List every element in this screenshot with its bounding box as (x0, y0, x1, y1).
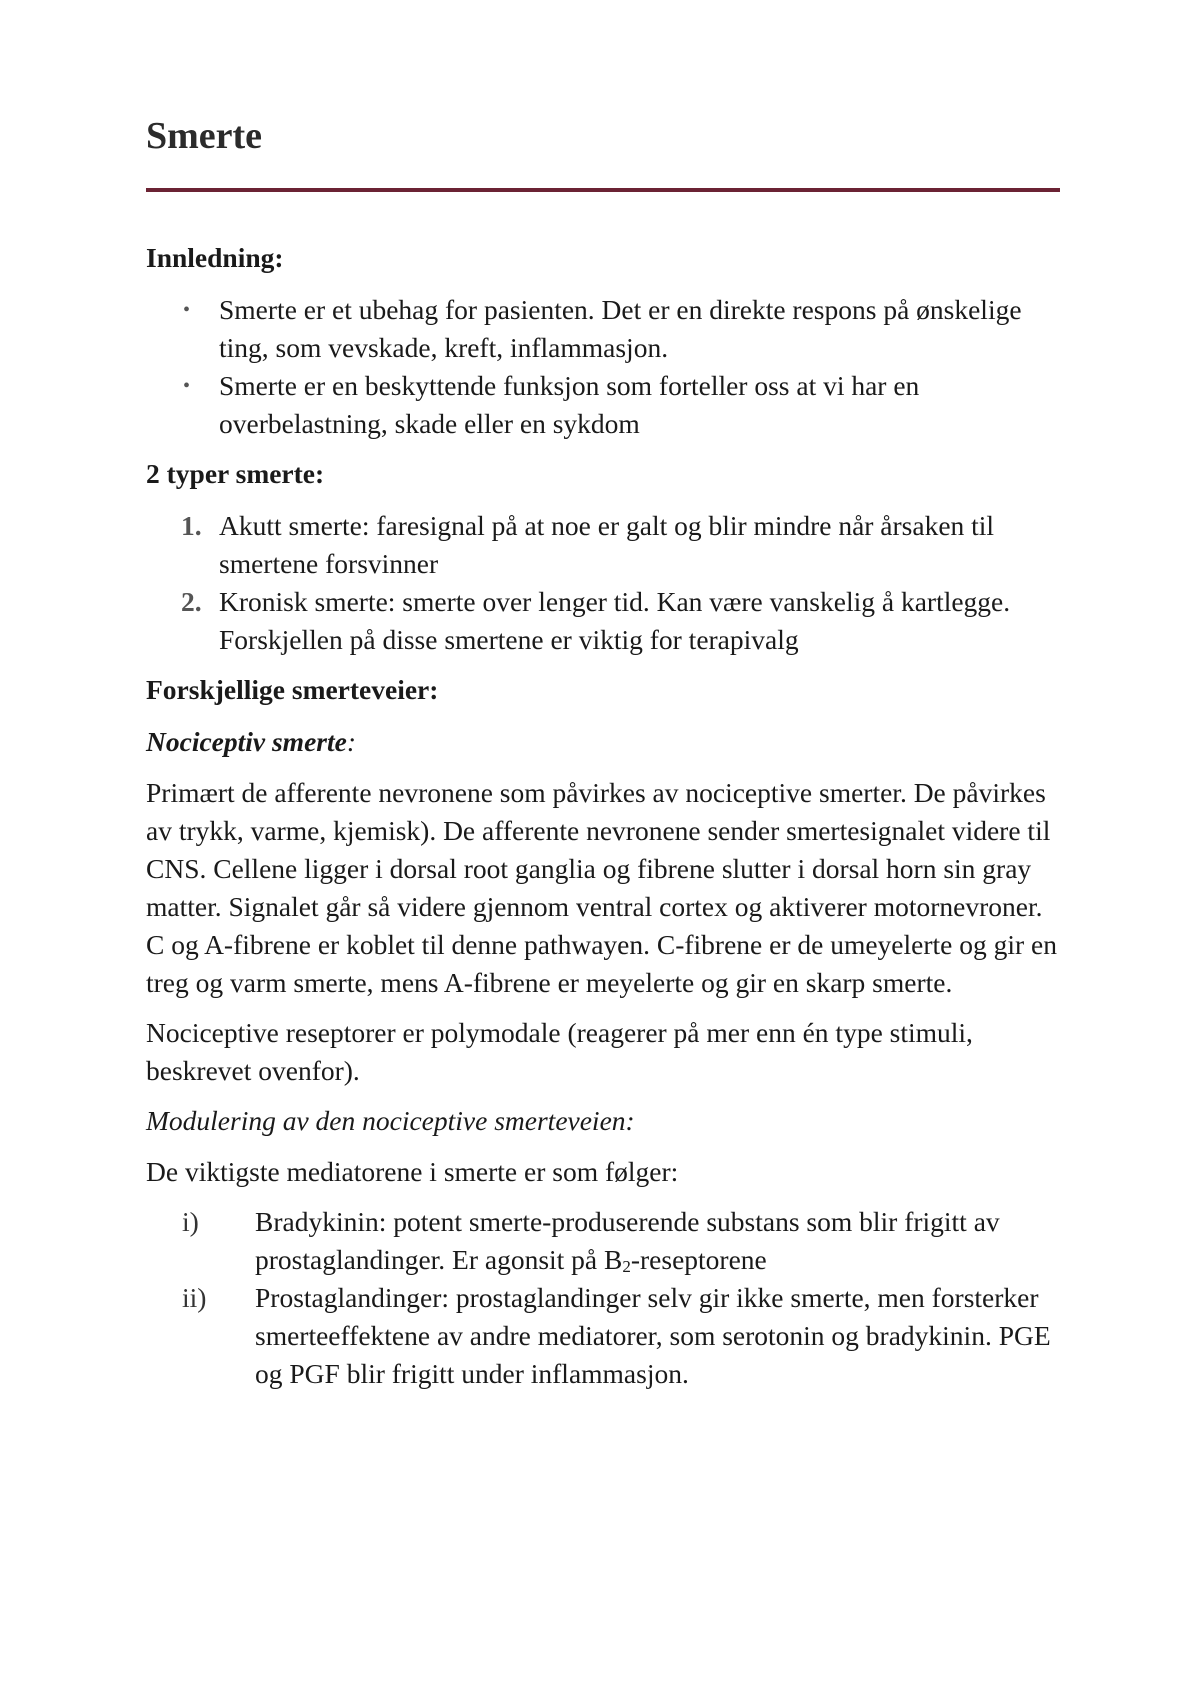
bullet-icon: • (183, 375, 191, 397)
pathways-heading: Forskjellige smerteveier: (146, 674, 439, 705)
types-numbered-list (146, 507, 1060, 659)
types-note: Forskjellen på disse smertene er viktig for terapivalg (219, 624, 799, 655)
intro-bullet-list (146, 291, 1060, 443)
list-item: 2. Kronisk smerte: smerte over lenger tid. Kan være vanskelig å kartlegge. Forskjellen på disse smertene er viktig for terapivalg (219, 583, 1060, 659)
list-number: 2. (181, 586, 202, 617)
list-number: ii) (182, 1282, 207, 1313)
page-title: Smerte (146, 115, 263, 157)
intro-heading: Innledning: (146, 242, 284, 273)
list-item: • Smerte er en beskyttende funksjon som forteller oss at vi har en overbelastning, skade eller en sykdom (219, 367, 1060, 443)
document-page (146, 112, 1060, 1393)
types-heading: 2 typer smerte: (146, 458, 325, 489)
list-item: i) Bradykinin: potent smerte-produserende substans som blir frigitt av prostaglandinger. Er agonsit på $B_2$-reseptorene (255, 1203, 1060, 1279)
nociceptive-paragraph-1: Primært de afferente nevronene som påvirkes av nociceptive smerter. De påvirkes av trykk, varme, kjemisk). De afferente nevronene sender smertesignalet videre til CNS. Cellene ligger i dorsal root ganglia og fibrene slutter i dorsal horn sin gray matter. Signalet går så videre gjennom ventral cortex og aktiverer motornevroner. C og A-fibrene er koblet til denne pathwayen. C-fibrene er de umeyelerte og gir en treg og varm smerte, mens A-fibrene er meyelerte og gir en skarp smerte. (146, 777, 1057, 998)
bullet-icon: • (183, 299, 191, 321)
list-number: i) (182, 1206, 199, 1237)
list-item: • Smerte er et ubehag for pasienten. Det er en direkte respons på ønskelige ting, som vevskade, kreft, inflammasjon. (219, 291, 1060, 367)
nociceptive-paragraph-2: Nociceptive reseptorer er polymodale (reagerer på mer enn én type stimuli, beskrevet ovenfor). (146, 1017, 973, 1086)
mediators-list (146, 1203, 1060, 1393)
list-number: 1. (181, 510, 202, 541)
title-divider (146, 188, 1060, 192)
nociceptive-heading: Nociceptiv smerte: (146, 726, 356, 757)
list-item: ii) Prostaglandinger: prostaglandinger selv gir ikke smerte, men forsterker smerteeffektene av andre mediatorer, som serotonin og bradykinin. PGE og PGF blir frigitt under inflammasjon. (255, 1279, 1060, 1393)
mediators-intro: De viktigste mediatorene i smerte er som følger: (146, 1156, 679, 1187)
modulation-heading: Modulering av den nociceptive smerteveien: (146, 1105, 635, 1136)
list-item: 1. Akutt smerte: faresignal på at noe er galt og blir mindre når årsaken til smertene forsvinner (219, 507, 1060, 583)
